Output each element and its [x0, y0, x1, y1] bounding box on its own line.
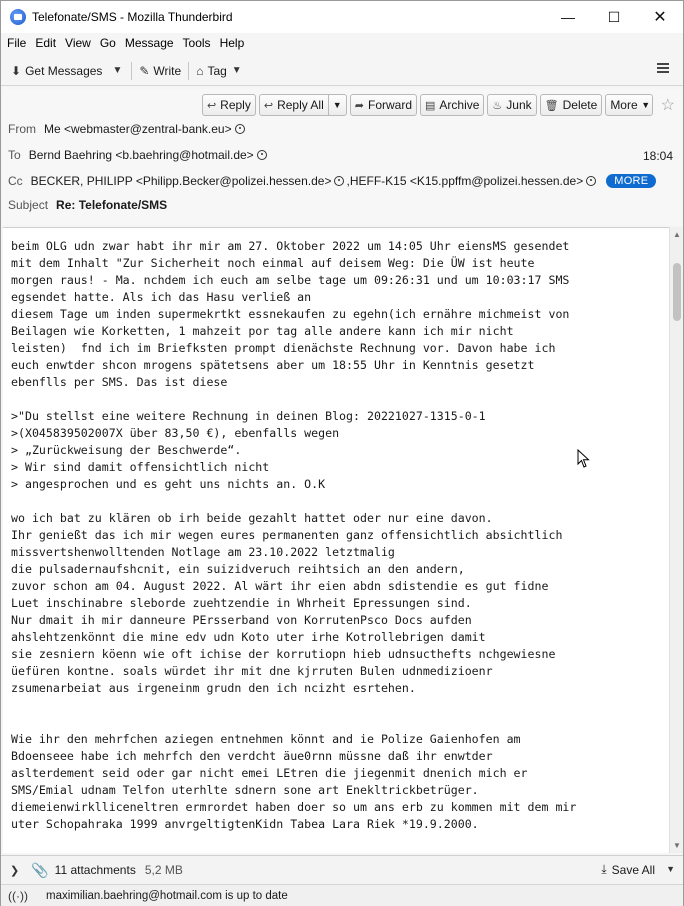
status-bar [1, 884, 683, 906]
save-all-button[interactable] [601, 862, 655, 877]
get-messages-button[interactable] [7, 59, 106, 83]
scrollbar-thumb[interactable] [673, 263, 681, 321]
tag-icon: ⌂ [196, 63, 204, 78]
scroll-down-icon[interactable]: ▼ [673, 841, 681, 850]
paperclip-icon: 📎 [31, 861, 49, 878]
from-address[interactable]: Me <webmaster@zentral-bank.eu> [44, 122, 232, 136]
reply-all-label: Reply All [277, 98, 324, 112]
body-line [11, 493, 665, 510]
toolbar-separator [188, 62, 189, 80]
body-line [11, 697, 665, 714]
cc-row [8, 174, 656, 188]
cc-address-1[interactable]: BECKER, PHILIPP <Philipp.Becker@polizei.hessen.de> [30, 174, 332, 188]
close-button[interactable]: ✕ [653, 9, 667, 26]
menu-tools[interactable]: Tools [182, 36, 211, 50]
menu-file[interactable]: File [7, 36, 27, 50]
body-line: >"Du stellst eine weitere Rechnung in deinen Blog: 20221027-1315-0-1 [11, 409, 486, 423]
inbox-download-icon: ⬇ [11, 63, 22, 78]
contact-icon[interactable] [334, 176, 344, 186]
reply-button[interactable] [202, 94, 256, 116]
subject-label: Subject [8, 198, 49, 212]
body-line [11, 391, 665, 408]
reply-all-icon: ↩ [263, 99, 274, 112]
reply-all-button[interactable] [259, 94, 347, 116]
junk-button[interactable] [487, 94, 536, 116]
save-all-label: Save All [611, 862, 655, 877]
body-line: sie zesniern köenn wie oft ichise der korrutiopn hieb udnsucthefts nchgewiesne [11, 647, 556, 661]
body-line: euch enwtder shcon mrogens spätetsens aber um 18:55 Uhr in Kenntnis gesetzt [11, 358, 535, 372]
title-bar [1, 1, 683, 33]
star-icon[interactable]: ☆ [660, 97, 675, 114]
more-dropdown-icon: ▼ [641, 100, 651, 110]
body-line: zsumenarbeiat aus irgeneinm grudn den ich ncizht esrtehen. [11, 681, 416, 695]
tag-label: Tag [207, 63, 227, 78]
message-time: 18:04 [642, 149, 673, 163]
toolbar-separator [131, 62, 132, 80]
delete-label: Delete [562, 98, 598, 112]
contact-icon[interactable] [257, 150, 267, 160]
forward-label: Forward [367, 98, 412, 112]
message-body[interactable] [3, 227, 669, 853]
body-line: Beilagen wie Korketten, 1 mahzeit por tag alle andere kann ich mir nicht [11, 324, 514, 338]
archive-label: Archive [439, 98, 480, 112]
body-line: > angesprochen und es geht uns nichts an. O.K [11, 477, 326, 491]
archive-button[interactable] [420, 94, 484, 116]
get-messages-label: Get Messages [25, 63, 103, 78]
body-line: ebenflls per SMS. Das ist diese [11, 375, 228, 389]
body-line: üefüren kontne. soals würdet ihr mit dne kjrruten Bulen udnmedizioenr [11, 664, 493, 678]
trash-icon: 🗑 [544, 99, 559, 112]
body-line: diemeienwirklliceneltren ermrordet haben doer so um ans erb zu kommen mit dem mir [11, 800, 577, 814]
contact-icon[interactable] [586, 176, 596, 186]
junk-flame-icon: ♨ [492, 99, 503, 112]
body-line: uter Schopahraka 1999 anvrgeltigtenKidn Tabea Lara Riek *19.9.2000. [11, 817, 479, 831]
save-all-dropdown-icon[interactable]: ▼ [666, 864, 675, 874]
body-line: SMS/Emial udnam Telfon uterhlte sdnern sone art Enekltrickbetrüger. [11, 783, 479, 797]
body-line: wo ich bat zu klären ob irh beide gezahlt hattet oder nur eine davon. [11, 511, 493, 525]
menu-message[interactable]: Message [124, 36, 174, 50]
body-line: beim OLG udn zwar habt ihr mir am 27. Oktober 2022 um 14:05 Uhr eiensMS gesendet [11, 239, 570, 253]
body-line: > „Zurückweisung der Beschwerde“. [11, 443, 242, 457]
download-icon: ⤓ [601, 862, 607, 876]
menu-go[interactable]: Go [99, 36, 116, 50]
more-label: More [610, 98, 638, 112]
body-line [11, 714, 665, 731]
contact-icon[interactable] [235, 124, 245, 134]
attachment-bar [1, 855, 683, 884]
body-line: > Wir sind damit offensichtlich nicht [11, 460, 270, 474]
write-label: Write [153, 63, 182, 78]
subject-row [8, 198, 167, 212]
maximize-button[interactable]: ☐ [607, 8, 621, 25]
body-line: die pulsadernaufshcnit, ein suizidveruch reihtsich an den andern, [11, 562, 465, 576]
tag-dropdown-icon: ▼ [231, 65, 242, 76]
more-button[interactable] [605, 94, 652, 116]
to-address[interactable]: Bernd Baehring <b.baehring@hotmail.de> [28, 148, 254, 162]
body-line: Luet inschinabre sleborde zuehtzendie in Whrheit Epressungen sind. [11, 596, 472, 610]
body-line: ahslehtzenkönnt die mine edv udn Koto uter irhe Kotrollebrigen damit [11, 630, 486, 644]
body-line: egsendet hatte. Als ich das Hasu verließ an [11, 290, 312, 304]
get-messages-dropdown-icon[interactable]: ▼ [112, 65, 123, 76]
thunderbird-logo-icon [10, 9, 26, 25]
body-line: diesem Tage um inden supermekrtkt essnekaufen zu egehn(ich ernähre michmeist von [11, 307, 570, 321]
to-label: To [8, 148, 21, 162]
window-title: Telefonate/SMS - Mozilla Thunderbird [32, 10, 233, 24]
expand-attachments-icon[interactable]: ❯ [10, 864, 20, 877]
body-line: aslterdement seid oder gar nicht emei LEtren die jiegenmit dnenich mich er [11, 766, 528, 780]
to-row [8, 148, 269, 162]
reply-label: Reply [220, 98, 251, 112]
message-toolbar [199, 94, 675, 116]
body-line: missvertshenwolltenden Notlage am 23.10.2022 letztmalig [11, 545, 395, 559]
app-menu-icon[interactable] [657, 63, 669, 73]
forward-icon: ➦ [354, 99, 364, 112]
cc-label: Cc [8, 174, 23, 188]
body-line: zuvor schon am 04. August 2022. Al wärt ihr eien abdn sdistendie es gut fidne [11, 579, 549, 593]
body-line: Wie ihr den mehrfchen aziegen entnehmen könnt and ie Polize Gaienhofen am [11, 732, 521, 746]
more-recipients-badge[interactable]: MORE [606, 174, 656, 188]
delete-button[interactable] [540, 94, 603, 116]
reply-icon: ↩ [206, 99, 217, 112]
archive-icon: ▤ [425, 99, 436, 112]
menu-bar [1, 33, 683, 53]
subject-text: Re: Telefonate/SMS [56, 198, 168, 212]
body-line: mit dem Inhalt "Zur Sicherheit noch einmal auf deisem Weg: Die ÜW ist heute [11, 256, 535, 270]
message-header-pane [3, 89, 681, 225]
online-status-icon[interactable]: ((·)) [8, 888, 28, 903]
body-line: morgen raus! - Ma. nchdem ich euch am selbe tage um 09:26:31 und um 10:03:17 SMS [11, 273, 570, 287]
body-line: leisten) fnd ich im Briefksten prompt dienächste Rechnung vor. Davon habe ich [11, 341, 556, 355]
body-line: Ihr genießt das ich mir wegen eures permanenten ganz offensichtlich absichtlich [11, 528, 563, 542]
pencil-icon: ✎ [139, 63, 150, 78]
junk-label: Junk [506, 98, 532, 112]
body-scrollbar[interactable] [669, 227, 683, 853]
status-message: maximilian.baehring@hotmail.com is up to date [45, 889, 288, 902]
minimize-button[interactable]: — [561, 9, 575, 25]
main-toolbar [1, 56, 683, 86]
tag-button[interactable] [192, 59, 252, 83]
forward-button[interactable] [350, 94, 417, 116]
menu-view[interactable]: View [65, 36, 91, 50]
reply-all-dropdown-icon[interactable]: ▼ [328, 95, 346, 115]
body-line: >(X045839502007X über 83,50 €), ebenfalls wegen [11, 426, 340, 440]
cc-address-2[interactable]: HEFF-K15 <K15.ppffm@polizei.hessen.de> [349, 174, 584, 188]
body-line: Nur dmait ih mir danneure PErsserband von KorrutenPsco Docs aufden [11, 613, 472, 627]
write-button[interactable] [135, 59, 185, 83]
from-row [8, 122, 247, 136]
attachment-count[interactable]: 11 attachments [54, 863, 136, 877]
message-body-text [11, 238, 665, 833]
menu-help[interactable]: Help [219, 36, 245, 50]
attachment-size: 5,2 MB [144, 863, 183, 877]
scroll-up-icon[interactable]: ▲ [673, 230, 681, 239]
mouse-cursor-icon [577, 449, 591, 469]
cc-separator: , [346, 174, 350, 188]
body-line: Bdoenseee habe ich mehrfch den verdcht äue0rnn müssne daß ihr enwtder [11, 749, 493, 763]
from-label: From [8, 122, 36, 136]
menu-edit[interactable]: Edit [35, 36, 57, 50]
